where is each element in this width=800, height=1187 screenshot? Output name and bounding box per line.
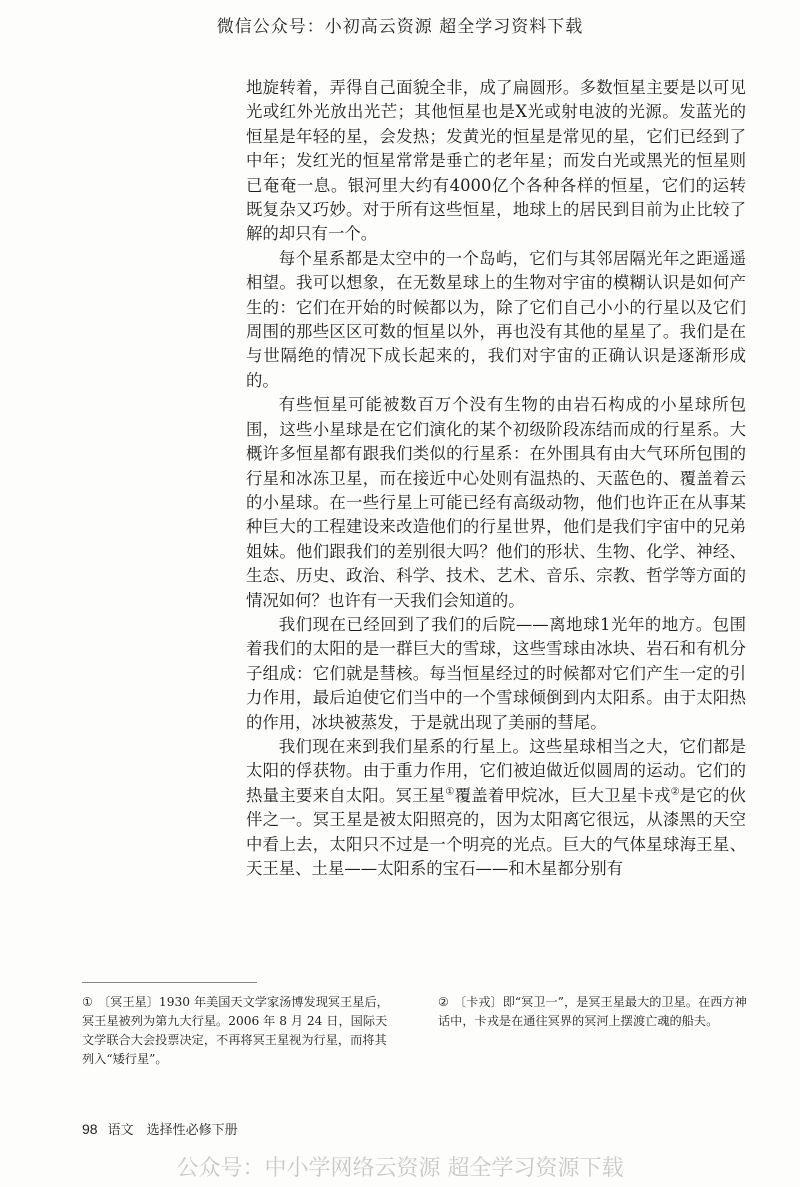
paragraph-5-part-1: 我们现在来到我们星系的行星上。这些星球相当之大，它们都是太阳的俘获物。由于重力作用，它们被迫做近似圆周的运动。它们的热量主要来自太阳。冥王星 [246, 736, 746, 805]
page-number: 98 [82, 1121, 98, 1137]
paragraph-1: 地旋转着，弄得自己面貌全非，成了扁圆形。多数恒星主要是以可见光或红外光放出光芒；其他恒星也是X光或射电波的光源。发蓝光的恒星是年轻的星，会发热；发黄光的恒星是常见的星，它们已经到了中年；发红光的恒星常常是垂亡的老年星；而发白光或黑光的恒星则已奄奄一息。银河里大约有4000亿个各种各样的恒星，它们的运转既复杂又巧妙。对于所有这些恒星，地球上的居民到目前为止比较了解的却只有一个。 [246, 78, 746, 244]
footnote-1-number: ① [82, 995, 93, 1009]
paragraph-2: 每个星系都是太空中的一个岛屿，它们与其邻居隔光年之距遥遥相望。我可以想象，在无数星球上的生物对宇宙的模糊认识是如何产生的：它们在开始的时候都以为，除了它们自己小小的行星以及它们周围的那些区区可数的恒星以外，再也没有其他的星星了。我们是在与世隔绝的情况下成长起来的，我们对宇宙的正确认识是逐渐形成的。 [246, 248, 746, 390]
footer-watermark: 公众号：中小学网络云资源 超全学习资源下载 [176, 1156, 624, 1181]
book-title: 语文 选择性必修下册 [107, 1123, 238, 1138]
footnote-2-number: ② [438, 995, 449, 1009]
footnote-ref-1[interactable]: ① [445, 786, 455, 798]
paragraph-3: 有些恒星可能被数百万个没有生物的由岩石构成的小星球所包围，这些小星球是在它们演化的某个初级阶段冻结而成的行星系。大概许多恒星都有跟我们类似的行星系：在外围具有由大气环所包围的行星和冰冻卫星，而在接近中心处则有温热的、天蓝色的、覆盖着云的小星球。在一些行星上可能已经有高级动物，他们也许正在从事某种巨大的工程建设来改造他们的行星世界，他们是我们宇宙中的兄弟姐妹。他们跟我们的差别很大吗？他们的形状、生物、化学、神经、生态、历史、政治、科学、技术、艺术、音乐、宗教、哲学等方面的情况如何？也许有一天我们会知道的。 [246, 395, 746, 610]
main-text [246, 76, 746, 881]
footnote-1 [82, 993, 394, 1069]
paragraph-5-part-3: 是它的伙伴之一。冥王星是被太阳照亮的，因为太阳离它很远，从漆黑的天空中看上去，太阳只不过是一个明亮的光点。巨大的气体星球海王星、天王星、土星——太阳系的宝石——和木星都分别有 [246, 785, 747, 878]
footnote-divider [82, 982, 257, 983]
paragraph-4: 我们现在已经回到了我们的后院——离地球1光年的地方。包围着我们的太阳的是一群巨大的雪球，这些雪球由冰块、岩石和有机分子组成：它们就是彗核。每当恒星经过的时候都对它们产生一定的引力作用，最后迫使它们当中的一个雪球倾倒到内太阳系。由于太阳热的作用，冰块被蒸发，于是就出现了美丽的彗尾。 [246, 614, 746, 732]
footnote-ref-2[interactable]: ② [670, 786, 680, 798]
footnote-1-text: 〔冥王星〕1930 年美国天文学家汤博发现冥王星后，冥王星被列为第九大行星。2006 年 8 月 24 日，国际天文学联合大会投票决定，不再将冥王星视为行星，而将其列入“矮行星”。 [82, 995, 389, 1066]
header-watermark: 微信公众号：小初高云资源 超全学习资料下载 [216, 17, 584, 37]
footnote-2 [438, 993, 750, 1031]
paragraph-5-part-2: 覆盖着甲烷冰，巨大卫星卡戎 [454, 785, 671, 805]
page-footer [82, 1119, 238, 1138]
footnote-2-text: 〔卡戎〕即“冥卫一”，是冥王星最大的卫星。在西方神话中，卡戎是在通往冥界的冥河上摆渡亡魂的船夫。 [438, 995, 747, 1028]
paragraph-5 [246, 735, 746, 881]
